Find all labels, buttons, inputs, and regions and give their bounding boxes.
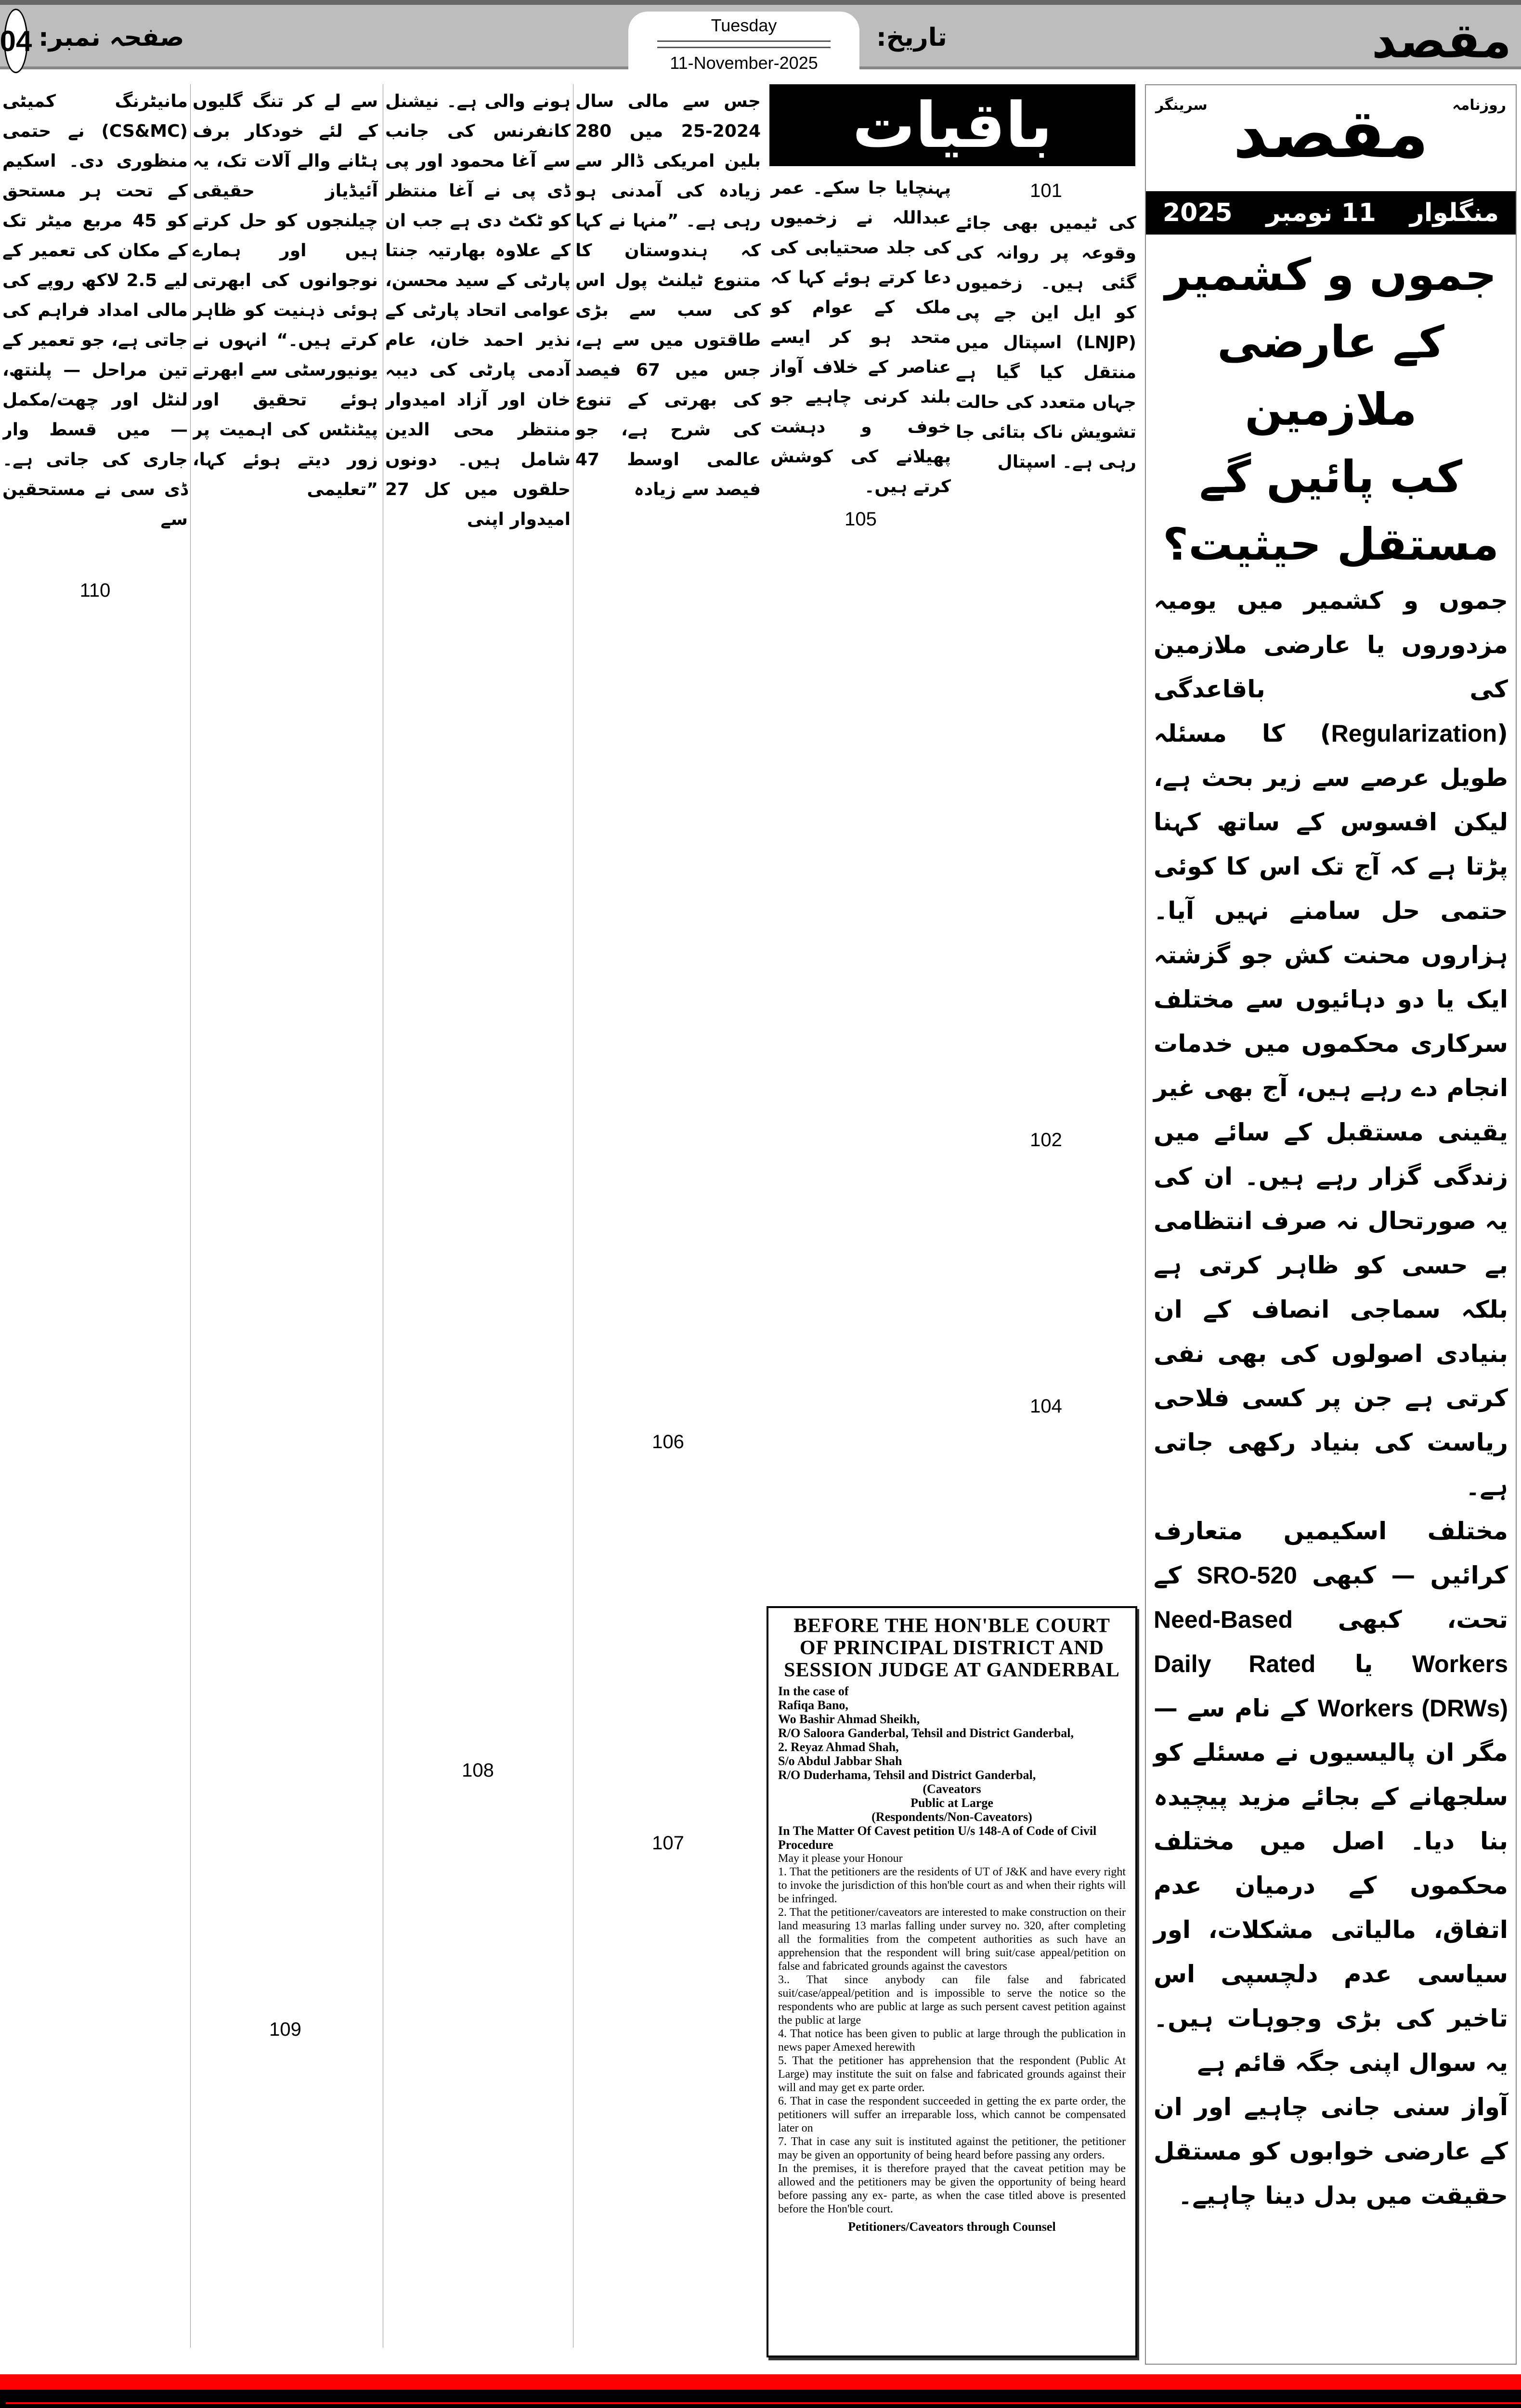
masthead-logo: مقصد — [1233, 95, 1429, 173]
baqiyat-banner: باقیات — [769, 84, 1135, 166]
section-number: 102 — [1030, 1129, 1062, 1151]
matter-line: In The Matter Of Cavest petition U/s 148-A of Code of Civil Procedure — [778, 1824, 1097, 1852]
section-number: 105 — [845, 509, 877, 530]
salutation: May it please your Honour — [778, 1852, 903, 1865]
page-number: 04 — [4, 9, 28, 73]
term-sro: SRO-520 — [1196, 1562, 1297, 1589]
footer-red-bar — [0, 2374, 1521, 2390]
party1-address: R/O Saloora Ganderbal, Tehsil and District Ganderbal, — [778, 1726, 1074, 1740]
masthead-weekday: منگلوار — [1409, 198, 1499, 227]
party1-relation: Wo Bashir Ahmad Sheikh, — [778, 1712, 920, 1726]
text-run: مختلف اسکیمیں متعارف کرائیں — کبھی — [1154, 1517, 1508, 1589]
column-divider — [190, 84, 191, 2348]
column-a — [2, 87, 188, 2350]
date-divider — [657, 40, 831, 48]
notice-point: 2. That the petitioner/caveators are interested to make construction on their land measuring 13 marlas falling under survey no. 320, after completing all the formalities from the competent authorities as such have an apprehension that the respondent will bring suit/case appeal/petition on false and fabricated grounds against the cavestors — [778, 1906, 1126, 1973]
notice-point: 5. That the petitioner has apprehension that the respondent (Public At Large) may institute the suit on false and fabricated grounds against their will and may get ex parte order. — [778, 2055, 1126, 2094]
section-number: 107 — [652, 1832, 684, 1854]
notice-point: 6. That in case the respondent succeeded in getting the ex parte order, the petitioners will suffer an irreparable loss, which cannot be compensated later on — [778, 2095, 1126, 2134]
term-drws: Daily Rated Workers (DRWs) — [1154, 1650, 1508, 1722]
footer-red-line — [6, 2402, 1521, 2404]
day-text: Tuesday — [711, 15, 777, 35]
top-strip — [0, 0, 1521, 5]
column-text: ہونے والی ہے۔ نیشنل کانفرنس کی جانب سے آغا محمود اور پی ڈی پی نے آغا منتظر کو ٹکٹ دی ہے جب ان کے علاوہ بھارتیہ جنتا پارٹی کے سید محسن، عوامی اتحاد پارٹی کے نذیر احمد خان، عام آدمی پارٹی کی دیبہ خان اور آزاد امیدوار منتظر محی الدین شامل ہیں۔ دونوں حلقوں میں کل 27 امیدوار اپنی — [385, 92, 571, 529]
notice-point: 7. That in case any suit is instituted against the petitioner, the petitioner may be given an opportunity of being heard before passing any orders. — [778, 2135, 1126, 2161]
text-run: ) کا مسئلہ طویل عرصے سے زیر بحث ہے، لیکن افسوس کے ساتھ کہنا پڑتا ہے کہ آج تک اس کا کوئی حتمی حل سامنے نہیں آیا۔ ہزاروں محنت کش جو گزشتہ ایک یا دو دہائیوں سے مختلف سرکاری محکموں میں خدمات انجام دے رہے ہیں، آج بھی غیر یقینی مستقبل کے سائے میں زندگی گزار رہے ہیں۔ ان کی یہ صورتحال نہ صرف انتظامی بے حسی کو ظاہر کرتی ہے بلکہ سماجی انصاف کے ان بنیادی اصولوں کی بھی نفی کرتی ہے جن پر کسی فلاحی ریاست کی بنیاد رکھی جاتی ہے۔ — [1154, 720, 1508, 1501]
masthead-date-band — [1146, 191, 1516, 235]
masthead — [1146, 85, 1516, 191]
party2-address: R/O Duderhama, Tehsil and District Ganderbal, — [778, 1768, 1036, 1782]
editorial-body — [1146, 578, 1516, 2218]
party2-relation: S/o Abdul Jabbar Shah — [778, 1754, 902, 1768]
text-run: کے نام سے — مگر ان پالیسیوں نے مسئلے کو سلجھانے کے بجائے مزید پیچیدہ بنا دیا۔ اصل میں مختلف محکموں کے درمیان عدم اتفاق، مالیاتی مشکلات، اور سیاسی عدم دلچسپی اس تاخیر کی بڑی وجوہات ہیں۔ یہ سوال اپنی جگہ قائم ہے — [1154, 1694, 1508, 2077]
text-run: کے تحت، کبھی — [1154, 1561, 1508, 1634]
respondents-label: (Respondents/Non-Caveators) — [871, 1810, 1032, 1824]
notice-prayer: In the premises, it is therefore prayed that the caveat petition may be allowed and the petitioners may be given the opportunity of being heard before passing any ex- parte, as when the case titled above is presented before the Hon'ble court. — [778, 2162, 1126, 2215]
headline-line: کب پائیں گے مستقل حیثیت؟ — [1162, 451, 1499, 570]
editorial-column — [1145, 84, 1517, 2365]
column-b — [193, 87, 378, 2350]
column-d — [575, 87, 761, 2350]
term-regularization: Regularization — [1331, 720, 1497, 747]
caveators-label: (Caveators — [923, 1782, 981, 1796]
column-text: کی ٹیمیں بھی جائے وقوعہ پر روانہ کی گئی ہیں۔ زخمیوں کو ایل این جے پی (LNJP) اسپتال میں منتقل کیا گیا ہے جہاں متعدد کی حالت تشویش ناک بتائی جا رہی ہے۔ اسپتال — [956, 213, 1136, 472]
baqiyat-left-column — [770, 173, 951, 1599]
date-text: 11-November-2025 — [670, 53, 818, 73]
section-number: 101 — [1030, 180, 1062, 201]
editorial-paragraph — [1154, 578, 1508, 1509]
headline-line: جموں و کشمیر کے عارضی ملازمین — [1165, 249, 1497, 435]
date-label: تاریخ: — [876, 23, 947, 52]
section-number: 108 — [462, 1760, 494, 1781]
notice-case-intro: In the case of — [778, 1684, 849, 1698]
public-label: Public at Large — [910, 1796, 993, 1810]
party2-name: 2. Reyaz Ahmad Shah, — [778, 1740, 899, 1754]
notice-point: 1. That the petitioners are the residents of UT of J&K and have every right to invoke the jurisdiction of this hon'ble court as and when their rights will be infringed. — [778, 1866, 1126, 1905]
page-number-label: صفحہ نمبر: — [39, 23, 184, 52]
text-run: جموں و کشمیر میں یومیہ مزدوروں یا عارضی ملازمین کی باقاعدگی ( — [1154, 587, 1508, 747]
column-text: سے لے کر تنگ گلیوں کے لئے خودکار برف ہٹانے والے آلات تک، یہ آئیڈیاز حقیقی چیلنجوں کو حل کرتے ہیں اور ہمارے نوجوانوں کی ابھرتی ہوئی ذہنیت کو ظاہر کرتے ہیں۔“ انہوں نے یونیورسٹی سے ابھرتے ہوئے تحقیق اور پیٹنٹس کی اہمیت پر زور دیتے ہوئے کہا، ”تعلیمی — [193, 92, 378, 499]
column-text: جس سے مالی سال 2024-25 میں 280 بلین امریکی ڈالر سے زیادہ کی آمدنی ہو رہی ہے۔ ”منہا نے کہا کہ ہندوستان کا متنوع ٹیلنٹ پول اس کی سب سے بڑی طاقتوں میں سے ہے، جس میں 67 فیصد کی بھرتی کے تنوع کی شرح ہے، جو عالمی اوسط 47 فیصد سے زیادہ — [575, 92, 761, 499]
masthead-day: 11 نومبر — [1266, 198, 1376, 227]
section-number: 104 — [1030, 1396, 1062, 1417]
column-text: پہنچایا جا سکے۔ عمر عبداللہ نے زخمیوں کی جلد صحتیابی کی دعا کرتے ہوئے کہا کہ ملک کے عوام کو متحد ہو کر ایسے عناصر کے خلاف آواز بلند کرنی چاہیے جو خوف و دہشت پھیلانے کی کوشش کرتے ہیں۔ — [770, 178, 951, 497]
party1-name: Rafiqa Bano, — [778, 1698, 848, 1712]
section-number: 106 — [652, 1431, 684, 1453]
text-run: یا — [1354, 1650, 1373, 1678]
baqiyat-right-column — [956, 173, 1136, 1599]
notice-point: 3.. That since anybody can file false and fabricated suit/case/appeal/petition and is impossible to serve the notice so the respondents who are public at large as such persent cavest petition against the public at large — [778, 1974, 1126, 2027]
column-text: مانیٹرنگ کمیٹی (CS&MC) نے حتمی منظوری دی۔ اسکیم کے تحت ہر مستحق کو 45 مربع میٹر تک کے مکان کی تعمیر کے لیے 2.5 لاکھ روپے کی مالی امداد فراہم کی جاتی ہے، جو تعمیر کے تین مراحل — پلنتھ، لنٹل اور چھت/مکمل — میں قسط وار جاری کی جاتی ہے۔ ڈی سی نے مستحقین سے — [2, 92, 188, 529]
date-box — [628, 12, 859, 71]
notice-signature: Petitioners/Caveators through Counsel — [848, 2220, 1056, 2234]
column-c — [385, 87, 571, 2350]
notice-title: BEFORE THE HON'BLE COURT OF PRINCIPAL DISTRICT AND SESSION JUDGE AT GANDERBAL — [784, 1615, 1120, 1681]
masthead-prefix: روزنامہ — [1452, 97, 1506, 114]
masthead-year: 2025 — [1162, 198, 1233, 227]
editorial-paragraph — [1154, 1509, 1508, 2085]
footer-black-bar — [0, 2390, 1521, 2408]
header-logo: مقصد — [1371, 13, 1511, 69]
masthead-city: سرینگر — [1156, 97, 1208, 114]
page-header — [0, 5, 1521, 73]
section-number: 110 — [79, 580, 111, 601]
editorial-closing: آواز سنی جانی چاہیے اور ان کے عارضی خوابوں کو مستقل حقیقت میں بدل دینا چاہیے۔ — [1154, 2093, 1508, 2210]
editorial-headline — [1146, 235, 1516, 578]
court-notice — [767, 1606, 1137, 2357]
term-need-based: Need-Based Workers — [1154, 1606, 1508, 1677]
notice-point: 4. That notice has been given to public at large through the publication in news paper Amexed herewith — [778, 2028, 1126, 2054]
section-number: 109 — [269, 2019, 301, 2040]
